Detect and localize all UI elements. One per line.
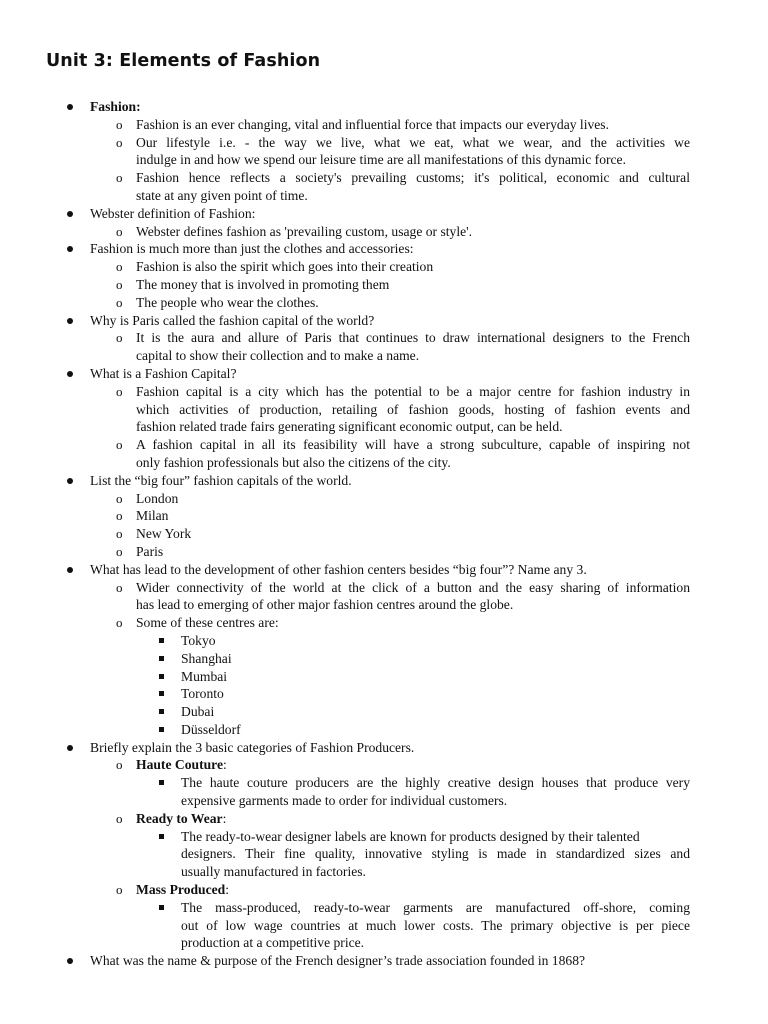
text-run: out of low wage countries at much lower costs. The primary objective is per piece — [181, 917, 690, 933]
bullet-circle-icon: o — [116, 294, 123, 310]
text-run: Webster defines fashion as 'prevailing custom, usage or style'. — [136, 223, 473, 239]
list-item — [0, 650, 768, 668]
list-item-text — [181, 668, 690, 686]
list-item — [0, 614, 768, 632]
list-item-text — [90, 205, 690, 223]
list-item — [0, 810, 768, 828]
list-item-text — [136, 454, 690, 472]
list-item-text — [136, 134, 690, 152]
list-item-text — [136, 418, 690, 436]
list-item-text — [90, 365, 690, 383]
list-item — [0, 863, 768, 881]
list-item — [0, 329, 768, 347]
list-item — [0, 934, 768, 952]
list-item — [0, 365, 768, 383]
list-item — [0, 454, 768, 472]
list-item — [0, 134, 768, 152]
text-run: A fashion capital in all its feasibility will have a strong subculture, capable of inspiring not — [136, 437, 690, 453]
list-item-text — [136, 525, 690, 543]
list-item-text — [181, 863, 690, 881]
list-item — [0, 383, 768, 401]
text-run: production at a competitive price. — [181, 935, 365, 951]
list-item-text — [136, 151, 690, 169]
document-body — [0, 98, 768, 970]
bold-term: Fashion: — [90, 99, 141, 114]
text-run: Tokyo — [181, 632, 216, 648]
list-item-text — [90, 739, 690, 757]
list-item — [0, 205, 768, 223]
list-item-text — [136, 490, 690, 508]
list-item-text — [136, 881, 690, 899]
text-run: capital to show their collection and to make a name. — [136, 348, 420, 364]
list-item — [0, 596, 768, 614]
text-run: The money that is involved in promoting them — [136, 276, 390, 292]
text-run: The haute couture producers are the highly creative design houses that produce very — [181, 775, 690, 791]
text-run: What is a Fashion Capital? — [90, 365, 237, 381]
list-item — [0, 525, 768, 543]
list-item-text — [90, 561, 690, 579]
text-run: : — [225, 882, 230, 898]
list-item-text — [90, 952, 690, 970]
list-item-text — [136, 276, 690, 294]
list-item-text — [136, 756, 690, 774]
list-item — [0, 507, 768, 525]
text-run: Fashion hence reflects a society's prevailing customs; it's political, economic and cultural — [136, 170, 690, 186]
list-item — [0, 881, 768, 899]
list-item — [0, 276, 768, 294]
list-item-text — [136, 329, 690, 347]
text-run: Fashion is an ever changing, vital and influential force that impacts our everyday lives. — [136, 116, 609, 132]
text-run: Fashion is much more than just the clothes and accessories: — [90, 241, 414, 257]
text-run: What was the name & purpose of the French designer’s trade association founded in 1868? — [90, 953, 586, 969]
list-item — [0, 490, 768, 508]
list-item — [0, 418, 768, 436]
list-item — [0, 151, 768, 169]
list-item-text — [136, 507, 690, 525]
bullet-circle-icon: o — [116, 134, 123, 150]
text-run: indulge in and how we spend our leisure time are all manifestations of this dynamic force. — [136, 152, 626, 168]
text-run: Milan — [136, 508, 169, 524]
bullet-circle-icon: o — [116, 170, 123, 186]
text-run: Paris — [136, 543, 164, 559]
text-run: Briefly explain the 3 basic categories of Fashion Producers. — [90, 739, 415, 755]
list-item-text — [181, 934, 690, 952]
text-run: The mass-produced, ready-to-wear garments are manufactured off-shore, coming — [181, 899, 690, 915]
list-item-text — [181, 632, 690, 650]
bullet-circle-icon: o — [116, 116, 123, 132]
list-item-text — [136, 543, 690, 561]
list-item-text — [136, 614, 690, 632]
text-run: state at any given point of time. — [136, 187, 308, 203]
list-item — [0, 347, 768, 365]
list-item-text — [181, 792, 690, 810]
text-run: usually manufactured in factories. — [181, 864, 366, 880]
list-item — [0, 756, 768, 774]
text-run: Düsseldorf — [181, 721, 241, 737]
bullet-circle-icon: o — [116, 383, 123, 399]
bullet-circle-icon: o — [116, 508, 123, 524]
text-run: The people who wear the clothes. — [136, 294, 319, 310]
text-run: Why is Paris called the fashion capital of the world? — [90, 312, 375, 328]
list-item-text — [136, 187, 690, 205]
list-item — [0, 917, 768, 935]
text-run: It is the aura and allure of Paris that continues to draw international designers to the French — [136, 330, 690, 346]
list-item-text — [136, 810, 690, 828]
list-item-text — [136, 169, 690, 187]
list-item-text — [181, 650, 690, 668]
list-item — [0, 240, 768, 258]
list-item-text — [90, 98, 690, 116]
text-run: which activities of production, retailing of fashion goods, hosting of fashion events and — [136, 401, 690, 417]
bullet-circle-icon: o — [116, 615, 123, 631]
text-run: expensive garments made to order for individual customers. — [181, 793, 508, 809]
list-item-text — [90, 472, 690, 490]
list-item-text — [181, 685, 690, 703]
bullet-circle-icon: o — [116, 490, 123, 506]
list-item-text — [90, 312, 690, 330]
list-item — [0, 561, 768, 579]
list-item-text — [136, 258, 690, 276]
list-item — [0, 952, 768, 970]
bullet-circle-icon: o — [116, 276, 123, 292]
bullet-circle-icon: o — [116, 526, 123, 542]
list-item — [0, 294, 768, 312]
list-item — [0, 685, 768, 703]
list-item-text — [181, 721, 690, 739]
list-item-text — [181, 703, 690, 721]
text-run: Fashion capital is a city which has the potential to be a major centre for fashion industry in — [136, 383, 690, 399]
bullet-circle-icon: o — [116, 543, 123, 559]
text-run: Mumbai — [181, 668, 228, 684]
text-run: Fashion is also the spirit which goes into their creation — [136, 259, 434, 275]
text-run: New York — [136, 526, 192, 542]
list-item — [0, 223, 768, 241]
bullet-circle-icon: o — [116, 437, 123, 453]
list-item — [0, 668, 768, 686]
list-item — [0, 312, 768, 330]
text-run: London — [136, 490, 179, 506]
text-run: Some of these centres are: — [136, 615, 279, 631]
list-item-text — [181, 917, 690, 935]
text-run: Dubai — [181, 704, 215, 720]
list-item — [0, 792, 768, 810]
bullet-circle-icon: o — [116, 259, 123, 275]
list-item — [0, 703, 768, 721]
list-item-text — [136, 116, 690, 134]
text-run: Toronto — [181, 686, 224, 702]
text-run: What has lead to the development of other fashion centers besides “big four”? Name any 3. — [90, 561, 587, 577]
bullet-circle-icon: o — [116, 882, 123, 898]
list-item — [0, 436, 768, 454]
text-run: List the “big four” fashion capitals of the world. — [90, 472, 352, 488]
list-item-text — [136, 579, 690, 597]
list-item-text — [181, 774, 690, 792]
list-item — [0, 543, 768, 561]
list-item-text — [136, 294, 690, 312]
text-run: Our lifestyle i.e. - the way we live, what we eat, what we wear, and the activities we — [136, 134, 690, 150]
text-run: Wider connectivity of the world at the click of a button and the easy sharing of information — [136, 579, 690, 595]
list-item-text — [136, 383, 690, 401]
bold-term: Mass Produced — [136, 882, 226, 898]
list-item — [0, 632, 768, 650]
list-item — [0, 828, 768, 846]
list-item — [0, 258, 768, 276]
bullet-circle-icon: o — [116, 223, 123, 239]
text-run: : — [222, 810, 227, 826]
text-run: Webster definition of Fashion: — [90, 205, 256, 221]
list-item-text — [136, 436, 690, 454]
list-item — [0, 739, 768, 757]
list-item — [0, 187, 768, 205]
bold-term: Ready to Wear — [136, 810, 223, 826]
list-item-text — [181, 899, 690, 917]
bullet-circle-icon: o — [116, 810, 123, 826]
list-item — [0, 98, 768, 116]
text-run: has lead to emerging of other major fashion centres around the globe. — [136, 597, 514, 613]
text-run: : — [222, 757, 227, 773]
list-item-text — [136, 596, 690, 614]
list-item — [0, 845, 768, 863]
text-run: Shanghai — [181, 650, 232, 666]
list-item — [0, 899, 768, 917]
text-run: fashion related trade fairs generating significant economic output, can be held. — [136, 419, 563, 435]
bullet-circle-icon: o — [116, 579, 123, 595]
text-run: The ready-to-wear designer labels are known for products designed by their talented — [181, 828, 640, 844]
bullet-circle-icon: o — [116, 757, 123, 773]
list-item-text — [181, 828, 690, 846]
list-item — [0, 401, 768, 419]
list-item-text — [136, 401, 690, 419]
list-item — [0, 472, 768, 490]
text-run: designers. Their fine quality, innovative styling is made in standardized sizes and — [181, 846, 690, 862]
page-title: Unit 3: Elements of Fashion — [46, 51, 321, 71]
bold-term: Haute Couture — [136, 757, 223, 773]
list-item — [0, 579, 768, 597]
text-run: only fashion professionals but also the citizens of the city. — [136, 454, 451, 470]
list-item-text — [90, 240, 690, 258]
list-item — [0, 721, 768, 739]
list-item-text — [136, 347, 690, 365]
list-item — [0, 169, 768, 187]
bullet-circle-icon: o — [116, 330, 123, 346]
list-item — [0, 774, 768, 792]
list-item-text — [181, 845, 690, 863]
list-item — [0, 116, 768, 134]
list-item-text — [136, 223, 690, 241]
